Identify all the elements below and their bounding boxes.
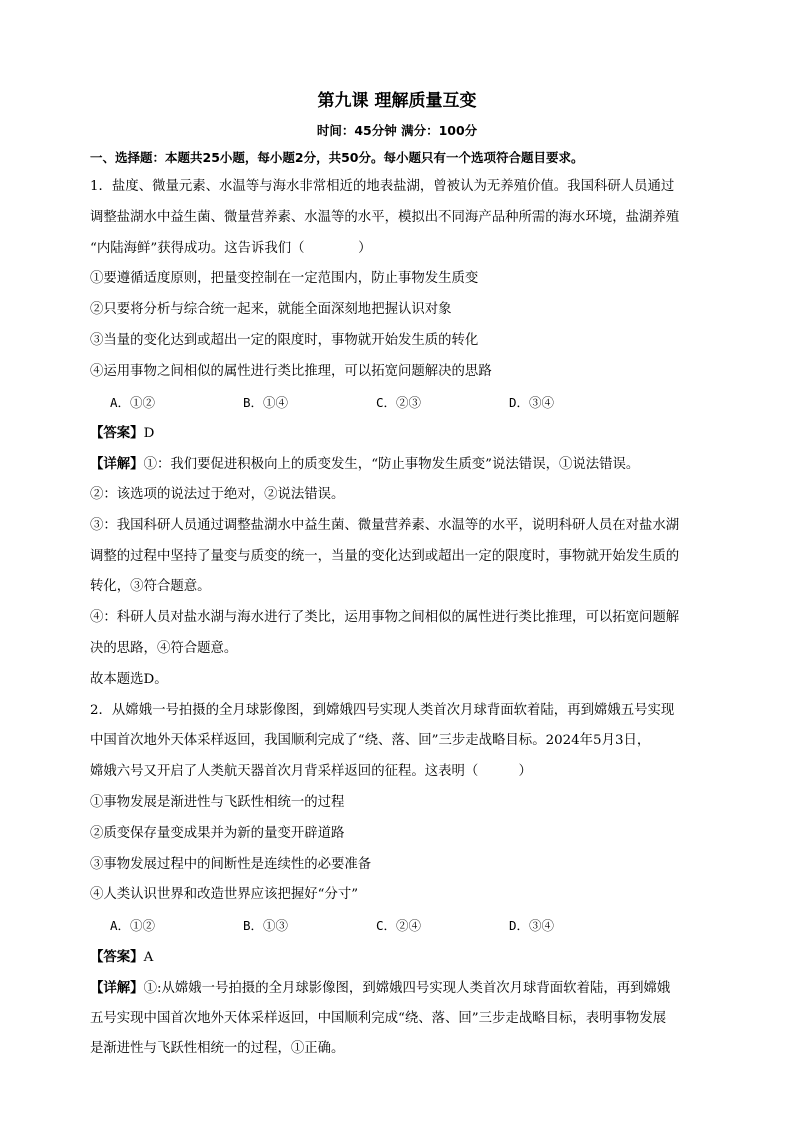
q2-choice: ④人类认识世界和改造世界应该把握好“分寸” xyxy=(90,887,359,903)
answer-value: D xyxy=(143,426,155,442)
answer-label: 【答案】 xyxy=(90,948,144,965)
q1-detail-line: ②：该选项的说法过于绝对，②说法错误。 xyxy=(90,486,345,502)
q2-options xyxy=(90,911,704,942)
q1-stem-line: 调整盐湖水中益生菌、微量营养素、水温等的水平，模拟出不同海产品种所需的海水环境，盐湖养殖 xyxy=(90,209,680,225)
q1-answer xyxy=(90,418,704,449)
q1-detail-line xyxy=(90,449,704,480)
q2-option-b: B．①③ xyxy=(243,918,289,934)
q1-options xyxy=(90,388,704,419)
q1-stem-line: 1．盐度、微量元素、水温等与海水非常相近的地表盐湖，曾被认为无养殖价值。我国科研人员通过 xyxy=(90,179,675,194)
q1-choice: ①要遵循适度原则，把量变控制在一定范围内，防止事物发生质变 xyxy=(90,271,479,287)
q2-option-d: D．③④ xyxy=(509,918,555,934)
q1-stem-line: “内陆海鲜”获得成功。这告诉我们（ ） xyxy=(90,240,372,256)
q2-choice: ②质变保存量变成果并为新的量变开辟道路 xyxy=(90,825,345,841)
q2-choice: ①事物发展是渐进性与飞跃性相统一的过程 xyxy=(90,794,345,810)
q1-choice: ④运用事物之间相似的属性进行类比推理，可以拓宽问题解决的思路 xyxy=(90,363,492,379)
q1-detail-line: 故本题选D。 xyxy=(90,671,168,687)
q1-option-a: A．①② xyxy=(110,394,156,410)
q1-detail-line: 调整的过程中坚持了量变与质变的统一，当量的变化达到或超出一定的限度时，事物就开始发生质的 xyxy=(90,548,680,564)
answer-label: 【答案】 xyxy=(90,425,144,442)
q2-detail-line: 五号实现中国首次地外天体采样返回，中国顺利完成“绕、落、回”三步走战略目标，表明事物发展 xyxy=(90,1010,667,1026)
q2-option-a: A．①② xyxy=(110,918,156,934)
q1-detail-line: ④：科研人员对盐水湖与海水进行了类比，运用事物之间相似的属性进行类比推理，可以拓宽问题解 xyxy=(90,610,680,626)
q2-stem-line: 2．从嫦娥一号拍摄的全月球影像图，到嫦娥四号实现人类首次月球背面软着陆，再到嫦娥五号实现 xyxy=(90,702,675,718)
q1-detail-line: 决的思路，④符合题意。 xyxy=(90,640,238,656)
page-title: 第九课 理解质量互变 xyxy=(317,91,477,111)
q1-option-b: B．①④ xyxy=(243,394,289,410)
q1-detail-line: 转化，③符合题意。 xyxy=(90,579,211,595)
q2-detail-line xyxy=(90,973,704,1004)
q2-option-c: C．②④ xyxy=(376,918,422,934)
exam-meta: 时间：45分钟 满分：100分 xyxy=(316,123,478,138)
answer-value: A xyxy=(143,949,154,965)
q1-choice: ③当量的变化达到或超出一定的限度时，事物就开始发生质的转化 xyxy=(90,332,479,348)
question-content xyxy=(90,172,704,1065)
q1-detail-line: ③：我国科研人员通过调整盐湖水中益生菌、微量营养素、水温等的水平，说明科研人员在对盐水湖 xyxy=(90,517,680,533)
detail-text: ①:从嫦娥一号拍摄的全月球影像图，到嫦娥四号实现人类首次月球背面软着陆，再到嫦娥 xyxy=(143,980,671,996)
q1-choice: ②只要将分析与综合统一起来，就能全面深刻地把握认识对象 xyxy=(90,302,452,318)
detail-label: 【详解】 xyxy=(90,456,144,473)
q1-option-d: D．③④ xyxy=(509,394,555,410)
q2-answer xyxy=(90,942,704,973)
q2-stem-line: 中国首次地外天体采样返回，我国顺利完成了“绕、落、回”三步走战略目标。2024年5月3日， xyxy=(90,733,651,749)
detail-label: 【详解】 xyxy=(90,979,144,996)
q2-stem-line: 嫦娥六号又开启了人类航天器首次月背采样返回的征程。这表明（ ） xyxy=(90,764,532,780)
section-heading: 一、选择题：本题共25小题，每小题2分，共50分。每小题只有一个选项符合题目要求。 xyxy=(90,150,584,165)
q2-choice: ③事物发展过程中的间断性是连续性的必要准备 xyxy=(90,856,372,872)
detail-text: ①：我们要促进积极向上的质变发生，“防止事物发生质变”说法错误，①说法错误。 xyxy=(143,457,640,473)
q1-option-c: C．②③ xyxy=(376,394,422,410)
q2-detail-line: 是渐进性与飞跃性相统一的过程，①正确。 xyxy=(90,1041,345,1057)
